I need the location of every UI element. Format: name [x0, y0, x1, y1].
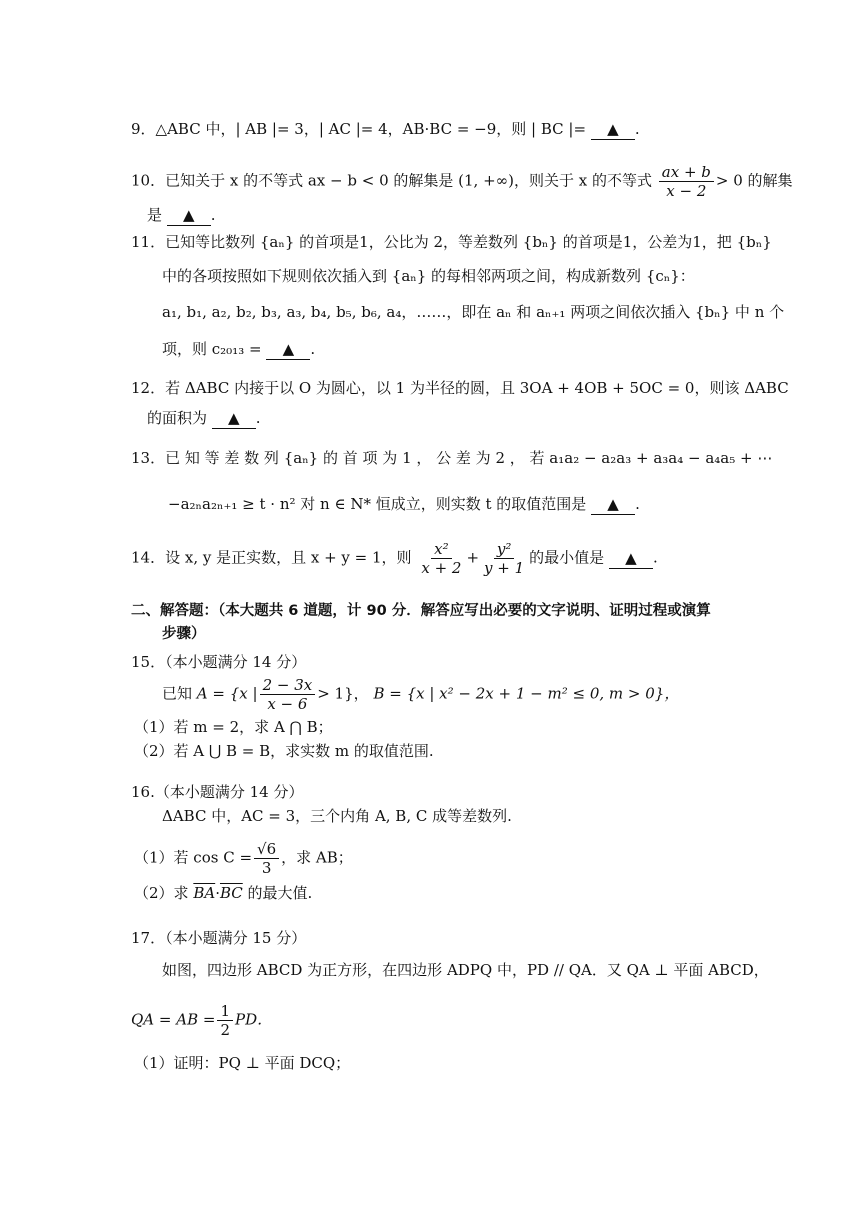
question-12-line2: 的面积为 ▲ .: [147, 409, 261, 427]
question-number: 12．: [131, 379, 166, 397]
question-17-head: 17．（本小题满分 15 分）: [131, 929, 307, 947]
question-number: 10．: [131, 171, 166, 190]
question-15-part2: （2）若 A ⋃ B = B，求实数 m 的取值范围.: [134, 742, 434, 760]
fraction: $\frac{ax + b}{x - 2}$: [659, 163, 714, 200]
question-15-head: 15．（本小题满分 14 分）: [131, 653, 307, 671]
question-text: 已 知 等 差 数 列 {aₙ} 的 首 项 为 1 ， 公 差 为 2 ， 若 a₁a₂ − a₂a₃ + a₃a₄ − a₄a₅ + ⋯: [165, 449, 773, 467]
question-11-line2: 中的各项按照如下规则依次插入到 {aₙ} 的每相邻两项之间，构成新数列 {cₙ}：: [162, 267, 695, 285]
answer-blank: ▲: [609, 548, 653, 569]
question-16-part2: （2）求 $\overline{BA}\cdot\overline{BC}$ 的最大值.: [134, 884, 313, 902]
answer-blank: ▲: [212, 408, 256, 429]
question-number: 11．: [131, 233, 166, 251]
answer-blank: ▲: [266, 339, 310, 360]
question-15-given: 已知 A = {x | $\frac{2 - 3x}{x - 6}$ > 1}， B = {x | x² − 2x + 1 − m² ≤ 0, m > 0}，: [162, 676, 680, 713]
answer-blank: ▲: [167, 205, 211, 226]
question-13-line2: −a₂ₙa₂ₙ₊₁ ≥ t · n² 对 n ∈ N* 恒成立，则实数 t 的取值范围是 ▲ .: [168, 495, 640, 513]
question-17-part1: （1）证明：PQ ⊥ 平面 DCQ；: [134, 1054, 351, 1072]
question-16-head: 16.（本小题满分 14 分）: [131, 783, 304, 801]
question-text: 已知关于 x 的不等式 ax − b < 0 的解集是 (1, +∞)，则关于 x 的不等式: [165, 171, 652, 190]
question-17-line1: 如图，四边形 ABCD 为正方形，在四边形 ADPQ 中，PD // QA．又 QA ⊥ 平面 ABCD，: [162, 961, 769, 979]
answer-blank: ▲: [591, 494, 635, 515]
question-10: [131, 163, 793, 200]
vector-bc: $\overline{BC}$: [219, 884, 243, 902]
fraction: $\frac{1}{2}$: [217, 1002, 233, 1039]
question-17-line2: QA = AB = $\frac{1}{2}$ PD．: [131, 1002, 273, 1039]
fraction: $\frac{\text{x²}}{x + 2}$: [421, 540, 462, 577]
section-heading-cont: 步骤）: [162, 626, 206, 642]
question-13: [131, 448, 772, 468]
fraction: $\frac{2 - 3x}{x - 6}$: [260, 676, 316, 713]
question-text: △ABC 中，| AB |= 3，| AC |= 4，AB·BC = −9，则 | BC |=: [155, 120, 587, 138]
question-11-line4: 项，则 c₂₀₁₃ = ▲ .: [162, 340, 316, 358]
question-text: 设 x, y 是正实数，且 x + y = 1，则: [165, 548, 412, 567]
question-text: 已知等比数列 {aₙ} 的首项是1，公比为 2，等差数列 {bₙ} 的首项是1，公差为1，把 {bₙ}: [165, 233, 772, 251]
answer-blank: ▲: [591, 119, 635, 140]
section-heading: 二、解答题：（本大题共 6 道题，计 90 分．解答应写出必要的文字说明、证明过程或演算: [131, 603, 711, 619]
fraction: $\frac{\text{y²}}{y + 1}$: [484, 540, 525, 577]
question-9: 9．△ABC 中，| AB |= 3，| AC |= 4，AB·BC = −9，则 | BC |= ▲ .: [131, 120, 640, 138]
question-10-cont: 是 ▲ .: [147, 206, 216, 224]
vector-ba: $\overline{BA}$: [193, 884, 216, 902]
question-number: 14．: [131, 548, 166, 567]
question-text: > 0 的解集: [715, 171, 793, 190]
question-12: [131, 378, 789, 398]
question-number: 9．: [131, 120, 156, 138]
question-number: 13．: [131, 449, 166, 467]
question-16-part1: （1）若 cos C = $\frac{√6}{3}$ ，求 AB；: [134, 840, 353, 877]
question-14: 14．设 x, y 是正实数，且 x + y = 1，则 $\frac{\text{x²}}{x + 2}$ + $\frac{\text{y²}}{y + 1}$ 的最小值是 ▲ .: [131, 540, 658, 577]
fraction: $\frac{√6}{3}$: [254, 840, 279, 877]
question-11-line3: a₁, b₁, a₂, b₂, b₃, a₃, b₄, b₅, b₆, a₄，……，即在 aₙ 和 aₙ₊₁ 两项之间依次插入 {bₙ} 中 n 个: [162, 303, 785, 321]
question-text: 若 ΔABC 内接于以 O 为圆心，以 1 为半径的圆，且 3OA + 4OB + 5OC = 0，则该 ΔABC: [165, 379, 789, 397]
question-16-given: ΔABC 中，AC = 3，三个内角 A, B, C 成等差数列.: [162, 807, 512, 825]
question-15-part1: （1）若 m = 2，求 A ⋂ B；: [134, 718, 333, 736]
question-11: [131, 232, 772, 252]
